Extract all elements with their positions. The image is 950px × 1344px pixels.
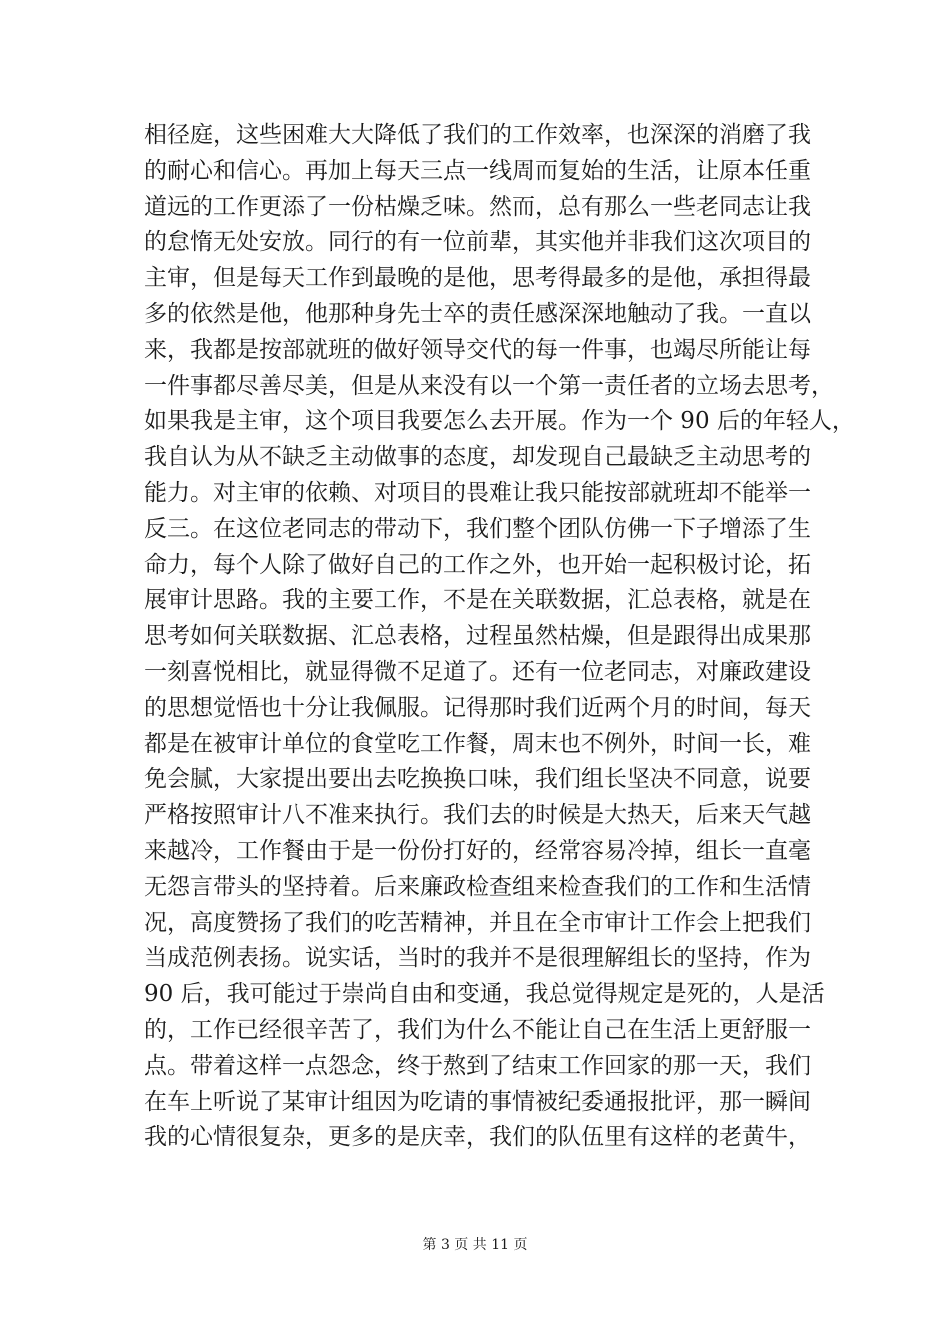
text-line: 如果我是主审，这个项目我要怎么去开展。作为一个 90 后的年轻人， [144, 408, 855, 435]
current-page-number: 3 [440, 1237, 450, 1253]
text-line: 思考如何关联数据、汇总表格，过程虽然枯燥，但是跟得出成果那 [144, 623, 811, 650]
text-line: 我的心情很复杂，更多的是庆幸，我们的队伍里有这样的老黄牛， [144, 1124, 811, 1151]
page-footer [0, 1234, 950, 1254]
page-number-suffix: 页 [509, 1237, 528, 1253]
text-line: 一刻喜悦相比，就显得微不足道了。还有一位老同志，对廉政建设 [144, 658, 811, 685]
text-line: 相径庭，这些困难大大降低了我们的工作效率，也深深的消磨了我 [144, 122, 811, 148]
text-line: 的思想觉悟也十分让我佩服。记得那时我们近两个月的时间，每天 [144, 694, 811, 721]
body-text [144, 118, 855, 1156]
page-number-middle: 页 共 [449, 1237, 492, 1253]
text-line: 来越冷，工作餐由于是一份份打好的，经常容易冷掉，组长一直毫 [144, 837, 811, 864]
text-line: 多的依然是他，他那种身先士卒的责任感深深地触动了我。一直以 [144, 300, 811, 327]
text-line: 90 后，我可能过于崇尚自由和变通，我总觉得规定是死的，人是活 [144, 981, 825, 1008]
text-line: 点。带着这样一点怨念，终于熬到了结束工作回家的那一天，我们 [144, 1052, 811, 1079]
total-page-count: 11 [491, 1237, 510, 1253]
text-line: 我自认为从不缺乏主动做事的态度，却发现自己最缺乏主动思考的 [144, 444, 811, 471]
text-line: 来，我都是按部就班的做好领导交代的每一件事，也竭尽所能让每 [144, 336, 811, 363]
text-line: 一件事都尽善尽美，但是从来没有以一个第一责任者的立场去思考， [144, 372, 834, 399]
text-line: 的耐心和信心。再加上每天三点一线周而复始的生活，让原本任重 [144, 157, 811, 184]
text-line: 命力，每个人除了做好自己的工作之外，也开始一起积极讨论，拓 [144, 551, 811, 578]
text-line: 都是在被审计单位的食堂吃工作餐，周末也不例外，时间一长，难 [144, 730, 811, 757]
text-line: 的，工作已经很辛苦了，我们为什么不能让自己在生活上更舒服一 [144, 1016, 811, 1043]
text-line: 况，高度赞扬了我们的吃苦精神，并且在全市审计工作会上把我们 [144, 909, 811, 936]
text-line: 主审，但是每天工作到最晚的是他，思考得最多的是他，承担得最 [144, 265, 811, 292]
page-number-prefix: 第 [422, 1237, 441, 1253]
text-line: 无怨言带头的坚持着。后来廉政检查组来检查我们的工作和生活情 [144, 873, 811, 900]
text-line: 反三。在这位老同志的带动下，我们整个团队仿佛一下子增添了生 [144, 515, 811, 542]
text-line: 的怠惰无处安放。同行的有一位前辈，其实他并非我们这次项目的 [144, 229, 811, 256]
text-line: 展审计思路。我的主要工作，不是在关联数据，汇总表格，就是在 [144, 587, 811, 614]
text-line: 能力。对主审的依赖、对项目的畏难让我只能按部就班却不能举一 [144, 479, 811, 506]
text-line: 严格按照审计八不准来执行。我们去的时候是大热天，后来天气越 [144, 802, 811, 829]
text-line: 免会腻，大家提出要出去吃换换口味，我们组长坚决不同意，说要 [144, 766, 811, 793]
text-line: 在车上听说了某审计组因为吃请的事情被纪委通报批评，那一瞬间 [144, 1088, 811, 1115]
text-line: 当成范例表扬。说实话，当时的我并不是很理解组长的坚持，作为 [144, 945, 811, 972]
text-line: 道远的工作更添了一份枯燥乏味。然而，总有那么一些老同志让我 [144, 193, 811, 220]
